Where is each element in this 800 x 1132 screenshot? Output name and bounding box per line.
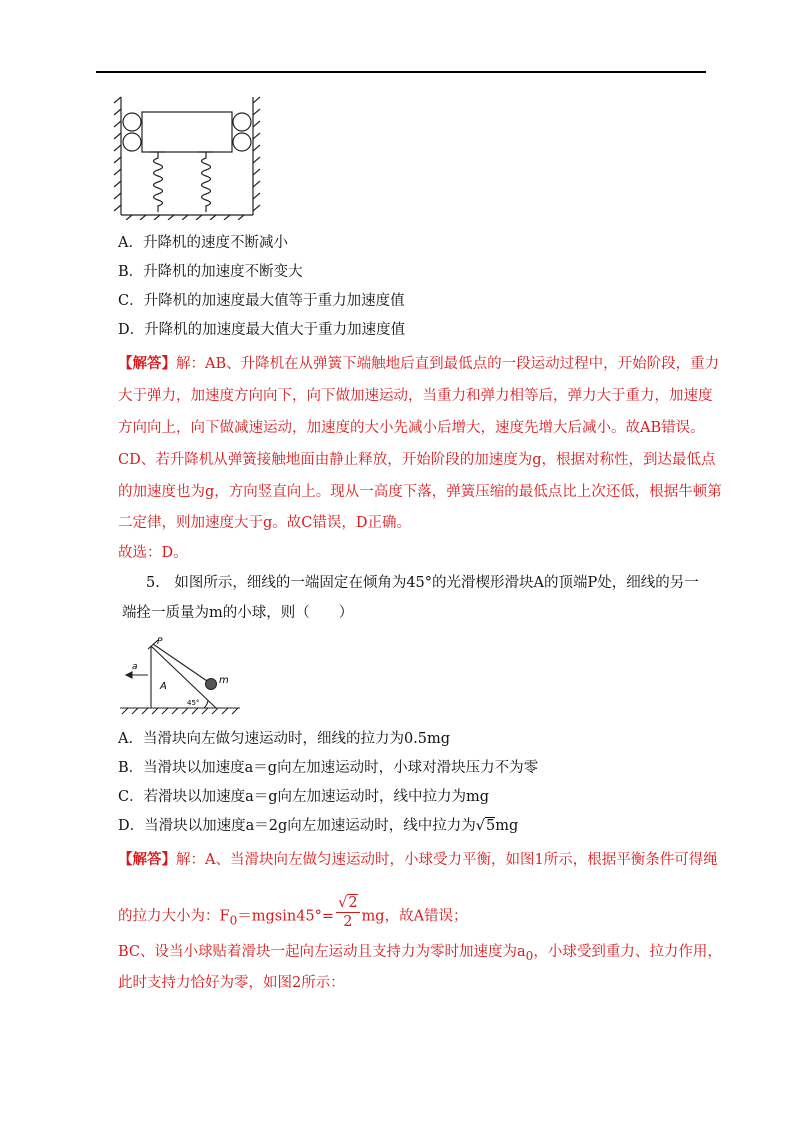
q5-option-d-unit: mg [495,818,519,834]
q5-answer-line-4: 此时支持力恰好为零，如图2所示： [118,975,345,991]
elevator-spring-figure [112,95,262,220]
q4-answer-line-1 [118,354,719,374]
q4-conclusion: 故选：D。 [118,545,188,561]
q5-answer-f0: 的拉力大小为：F [118,908,230,925]
q5-answer-tag: 【解答】 [118,851,176,868]
label-m: m [219,675,229,686]
q4-answer-line-2: 大于弹力，加速度方向向下，向下做加速运动，当重力和弹力相等后，弹力大于重力，加速度 [118,388,713,404]
q5-option-d-radicand: 5 [486,818,496,834]
q5-answer-conclusion-a: mg，故A错误； [361,908,468,925]
q5-answer-line-1 [118,850,718,870]
q4-answer-text-1: 解：AB、升降机在从弹簧下端触地后直到最低点的一段运动过程中，开始阶段，重力 [176,356,720,372]
q5-option-b: B．当滑块以加速度a＝g向左加速运动时，小球对滑块压力不为零 [118,760,539,776]
q4-option-d: D．升降机的加速度最大值大于重力加速度值 [118,322,406,338]
q5-option-d-text: D．当滑块以加速度a＝2g向左加速运动时，线中拉力为 [118,818,476,834]
fraction-denominator: 2 [343,914,353,930]
fraction-numerator: 2 [348,895,358,911]
q5-answer-bc-tail: ，小球受到重力、拉力作用， [533,944,722,960]
q4-answer-line-4: CD、若升降机从弹簧接触地面由静止释放，开始阶段的加速度为g，根据对称性，到达最低点 [118,452,716,468]
q4-option-a: A．升降机的速度不断减小 [118,235,288,251]
q5-option-a: A．当滑块向左做匀速运动时，细线的拉力为0.5mg [118,731,451,747]
ball [206,679,217,690]
label-wedge-a: A [160,681,167,692]
q4-answer-line-5: 的加速度也为g，方向竖直向上。现从一高度下落，弹簧压缩的最低点比上次还低，根据牛顿第 [118,484,722,500]
sqrt2-over-2-fraction: $\frac{√2}{2}$ [338,895,358,930]
q5-answer-expr: ＝mgsin45°= [237,908,335,925]
q5-option-d: D．当滑块以加速度a＝2g向左加速运动时，线中拉力为√5mg [118,818,519,834]
label-angle: 45° [187,699,200,707]
q4-answer-line-6: 二定律，则加速度大于g。故C错误，D正确。 [118,515,412,531]
q4-option-c: C．升降机的加速度最大值等于重力加速度值 [118,293,405,309]
q4-answer-line-3: 方向向上，向下做减速运动，加速度的大小先减小后增大，速度先增大后减小。故AB错误。 [118,420,705,436]
q5-stem-line-2: 端拴一质量为m的小球，则（ ） [122,605,354,621]
q5-answer-line-2 [118,895,468,935]
q4-answer-tag: 【解答】 [118,355,176,372]
q5-answer-text-1: 解：A、当滑块向左做匀速运动时，小球受力平衡，如图1所示，根据平衡条件可得绳 [176,852,718,868]
label-p: P [157,637,163,647]
q5-answer-line-3 [118,942,722,966]
q4-option-b: B．升降机的加速度不断变大 [118,264,303,280]
label-a-acceleration: a [132,662,138,672]
q5-stem-line-1: 5. 如图所示，细线的一端固定在倾角为45°的光滑楔形滑块A的顶端P处，细线的另一 [146,575,699,591]
q5-answer-bc-text: BC、设当小球贴着滑块一起向左运动且支持力为零时加速度为a [118,944,526,960]
q5-answer-a0-sub: 0 [525,948,534,963]
q5-answer-f0-sub: 0 [229,913,238,928]
wedge-ball-figure [118,634,243,716]
q5-option-c: C．若滑块以加速度a＝g向左加速运动时，线中拉力为mg [118,789,490,805]
header-rule [96,71,706,73]
